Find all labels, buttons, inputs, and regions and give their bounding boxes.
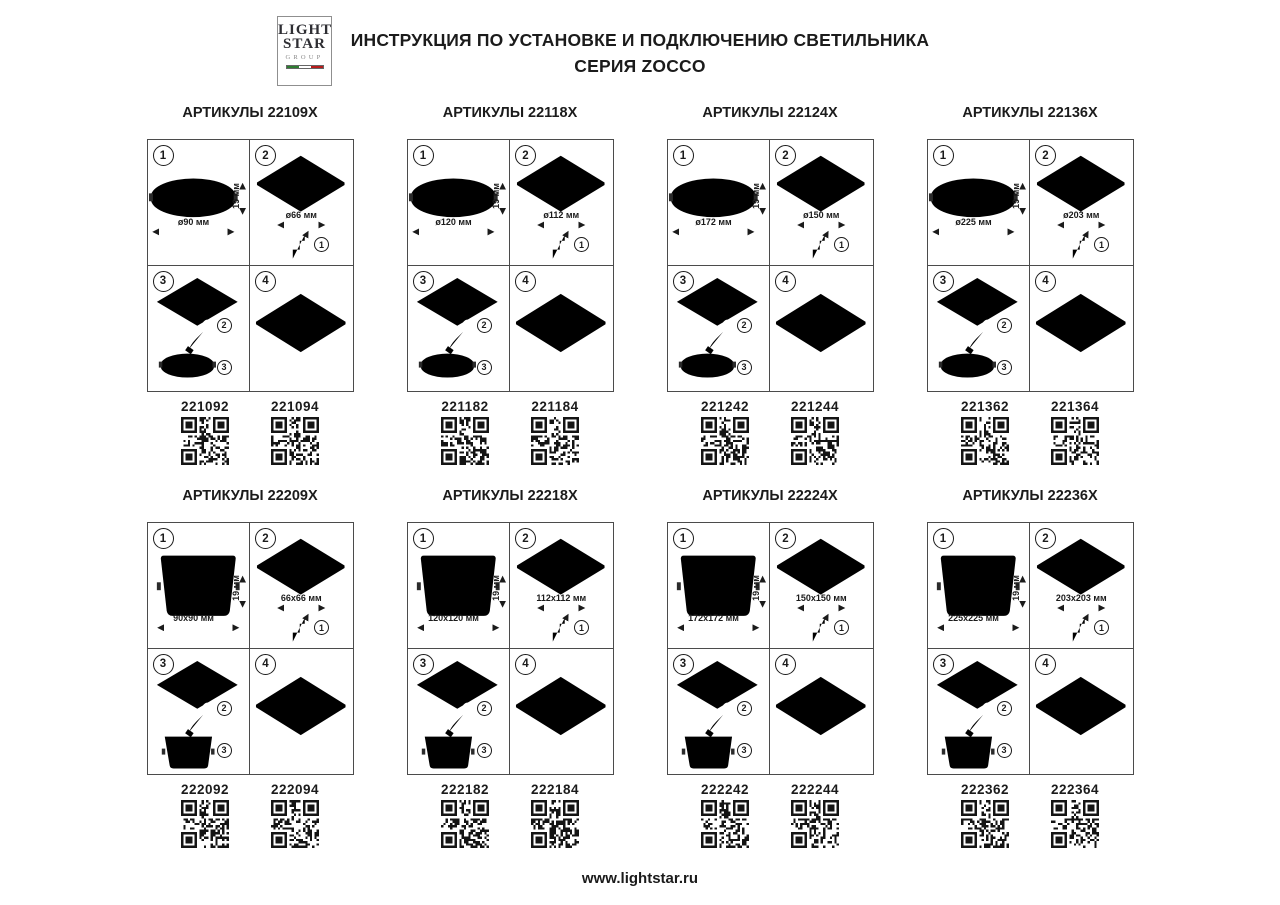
step-2-cutout-hole: [770, 140, 873, 266]
footer: [0, 870, 1280, 887]
instruction-steps-grid: [147, 139, 354, 392]
step-number-2: 2: [1035, 145, 1056, 166]
article: [1044, 399, 1106, 465]
article-list: [147, 399, 354, 465]
qr-code: [701, 417, 749, 465]
step-number-3: 3: [153, 271, 174, 292]
step-1-fixture-dimensions: [148, 523, 251, 649]
step-3-wiring-connection: [928, 266, 1031, 392]
step-2-cutout-hole: [250, 140, 353, 266]
fixture-width-label: 225x225 мм: [948, 613, 999, 623]
logo-word-group: GROUP: [285, 53, 324, 61]
fixture-width-label: 172x172 мм: [688, 613, 739, 623]
article-code: 222184: [530, 782, 580, 797]
step-3-wiring-connection: [408, 266, 511, 392]
panel-7: [667, 488, 874, 848]
article-code: 222242: [700, 782, 750, 797]
step-1-fixture-dimensions: [408, 523, 511, 649]
step-number-1: 1: [413, 528, 434, 549]
connector-ref: 2: [477, 318, 492, 333]
step-2-cutout-hole: [1030, 523, 1133, 649]
article-list: [667, 399, 874, 465]
fixture-ref: 3: [477, 360, 492, 375]
title-line-2: СЕРИЯ ZOCCO: [574, 56, 706, 76]
article: [174, 399, 236, 465]
panel-title: АРТИКУЛЫ 22236X: [962, 488, 1098, 504]
article-code: 221364: [1050, 399, 1100, 414]
article-code: 221244: [790, 399, 840, 414]
step-number-4: 4: [515, 271, 536, 292]
fixture-width-label: 90x90 мм: [173, 613, 214, 623]
instruction-steps-grid: [147, 522, 354, 775]
fixture-width-label: ø225 мм: [955, 217, 992, 227]
qr-code: [701, 800, 749, 848]
step-4-installed-view: [510, 649, 613, 775]
fixture-width-label: ø90 мм: [177, 217, 210, 227]
fixture-ref: 3: [997, 743, 1012, 758]
connector-ref: 2: [997, 701, 1012, 716]
step-number-2: 2: [515, 145, 536, 166]
panel-1: [147, 105, 354, 465]
cut-depth-ref: 1: [314, 237, 329, 252]
panel-3: [667, 105, 874, 465]
step-3-wiring-connection: [148, 266, 251, 392]
qr-code: [791, 417, 839, 465]
step-number-4: 4: [775, 271, 796, 292]
article-code: 221184: [531, 399, 579, 414]
connector-ref: 2: [737, 701, 752, 716]
article: [1044, 782, 1106, 848]
panel-title: АРТИКУЛЫ 22209X: [182, 488, 318, 504]
header: [0, 0, 1280, 100]
panel-title: АРТИКУЛЫ 22118X: [442, 105, 578, 121]
article-code: 221242: [700, 399, 750, 414]
panels-row-1: [0, 105, 1280, 465]
panel-title: АРТИКУЛЫ 22136X: [962, 105, 1098, 121]
connector-ref: 2: [217, 701, 232, 716]
step-2-cutout-hole: [1030, 140, 1133, 266]
hole-size-label: 203x203 мм: [1055, 593, 1107, 603]
hole-size-label: ø203 мм: [1063, 210, 1100, 220]
step-3-wiring-connection: [928, 649, 1031, 775]
panel-title: АРТИКУЛЫ 22218X: [442, 488, 578, 504]
fixture-ref: 3: [217, 743, 232, 758]
step-2-cutout-hole: [250, 523, 353, 649]
fixture-ref: 3: [997, 360, 1012, 375]
qr-code: [271, 417, 319, 465]
article: [784, 782, 846, 848]
step-4-installed-view: [1030, 649, 1133, 775]
step-number-1: 1: [413, 145, 434, 166]
step-3-wiring-connection: [668, 266, 771, 392]
article-code: 221092: [180, 399, 230, 414]
step-4-installed-view: [250, 649, 353, 775]
fixture-ref: 3: [737, 743, 752, 758]
article-list: [927, 399, 1134, 465]
article: [694, 782, 756, 848]
step-number-2: 2: [255, 145, 276, 166]
article-code: 221182: [441, 399, 489, 414]
step-1-fixture-dimensions: [408, 140, 511, 266]
article-code: 222094: [270, 782, 320, 797]
step-1-fixture-dimensions: [928, 523, 1031, 649]
article: [954, 782, 1016, 848]
connector-ref: 2: [217, 318, 232, 333]
cut-depth-ref: 1: [574, 620, 589, 635]
hole-size-label: 66x66 мм: [280, 593, 322, 603]
step-number-1: 1: [673, 145, 694, 166]
hole-size-label: ø112 мм: [543, 210, 580, 220]
panel-8: [927, 488, 1134, 848]
qr-code: [531, 417, 579, 465]
panel-5: [147, 488, 354, 848]
logo-word-light: LIGHT: [278, 22, 333, 38]
fixture-ref: 3: [737, 360, 752, 375]
fixture-height-label: 19 мм: [750, 575, 761, 601]
cut-depth-ref: 1: [1094, 237, 1109, 252]
step-4-installed-view: [770, 649, 873, 775]
qr-code: [181, 417, 229, 465]
panel-title: АРТИКУЛЫ 22124X: [702, 105, 838, 121]
fixture-ref: 3: [477, 743, 492, 758]
article-code: 222182: [440, 782, 490, 797]
step-number-3: 3: [413, 271, 434, 292]
step-number-2: 2: [515, 528, 536, 549]
qr-code: [441, 417, 489, 465]
website-url: www.lightstar.ru: [581, 870, 699, 887]
panel-6: [407, 488, 614, 848]
fixture-height-label: 19 мм: [750, 183, 761, 209]
instruction-steps-grid: [667, 139, 874, 392]
step-number-4: 4: [515, 654, 536, 675]
cut-depth-ref: 1: [834, 620, 849, 635]
qr-code: [441, 800, 489, 848]
fixture-height-label: 19 мм: [230, 575, 241, 601]
step-4-installed-view: [510, 266, 613, 392]
article-code: 222364: [1050, 782, 1100, 797]
fixture-height-label: 19 мм: [1010, 575, 1021, 601]
panel-title: АРТИКУЛЫ 22109X: [182, 105, 318, 121]
step-2-cutout-hole: [510, 140, 613, 266]
step-number-3: 3: [933, 654, 954, 675]
step-1-fixture-dimensions: [668, 523, 771, 649]
article-code: 222244: [790, 782, 840, 797]
step-4-installed-view: [250, 266, 353, 392]
article-list: [407, 782, 614, 848]
connector-ref: 2: [997, 318, 1012, 333]
qr-code: [961, 417, 1009, 465]
panels-row-2: [0, 488, 1280, 848]
step-number-1: 1: [153, 145, 174, 166]
qr-code: [271, 800, 319, 848]
article: [264, 399, 326, 465]
connector-ref: 2: [737, 318, 752, 333]
article: [694, 399, 756, 465]
fixture-width-label: 120x120 мм: [428, 613, 479, 623]
qr-code: [1051, 800, 1099, 848]
step-1-fixture-dimensions: [928, 140, 1031, 266]
panel-title: АРТИКУЛЫ 22224X: [702, 488, 838, 504]
article: [954, 399, 1016, 465]
cut-depth-ref: 1: [314, 620, 329, 635]
fixture-height-label: 19 мм: [490, 183, 501, 209]
article: [524, 399, 586, 465]
qr-code: [791, 800, 839, 848]
panel-2: [407, 105, 614, 465]
instruction-steps-grid: [667, 522, 874, 775]
instruction-steps-grid: [927, 139, 1134, 392]
step-3-wiring-connection: [148, 649, 251, 775]
qr-code: [1051, 417, 1099, 465]
instruction-steps-grid: [407, 522, 614, 775]
connector-ref: 2: [477, 701, 492, 716]
article: [784, 399, 846, 465]
step-3-wiring-connection: [408, 649, 511, 775]
step-number-1: 1: [673, 528, 694, 549]
step-number-2: 2: [775, 528, 796, 549]
step-number-1: 1: [153, 528, 174, 549]
article-list: [667, 782, 874, 848]
step-number-4: 4: [775, 654, 796, 675]
fixture-width-label: ø120 мм: [435, 217, 472, 227]
article-code: 222362: [960, 782, 1010, 797]
step-number-2: 2: [255, 528, 276, 549]
hole-size-label: 112x112 мм: [536, 593, 587, 603]
fixture-height-label: 19 мм: [490, 575, 501, 601]
step-number-3: 3: [673, 654, 694, 675]
logo-word-star: STAR: [283, 35, 326, 52]
cut-depth-ref: 1: [574, 237, 589, 252]
step-4-installed-view: [770, 266, 873, 392]
hole-size-label: ø150 мм: [803, 210, 840, 220]
qr-code: [961, 800, 1009, 848]
qr-code: [181, 800, 229, 848]
article-code: 222092: [180, 782, 230, 797]
article-code: 221094: [270, 399, 320, 414]
step-1-fixture-dimensions: [148, 140, 251, 266]
step-number-4: 4: [1035, 271, 1056, 292]
step-number-3: 3: [933, 271, 954, 292]
fixture-ref: 3: [217, 360, 232, 375]
step-number-4: 4: [255, 271, 276, 292]
step-number-2: 2: [775, 145, 796, 166]
step-number-3: 3: [413, 654, 434, 675]
article: [174, 782, 236, 848]
article: [524, 782, 586, 848]
step-number-3: 3: [153, 654, 174, 675]
step-2-cutout-hole: [510, 523, 613, 649]
cut-depth-ref: 1: [834, 237, 849, 252]
hole-size-label: 150x150 мм: [795, 593, 847, 603]
article-list: [927, 782, 1134, 848]
fixture-height-label: 19 мм: [230, 183, 241, 209]
step-number-4: 4: [1035, 654, 1056, 675]
title-line-1: ИНСТРУКЦИЯ ПО УСТАНОВКЕ И ПОДКЛЮЧЕНИЮ СВЕТИЛЬНИКА: [350, 30, 930, 50]
step-3-wiring-connection: [668, 649, 771, 775]
step-number-4: 4: [255, 654, 276, 675]
panel-4: [927, 105, 1134, 465]
step-4-installed-view: [1030, 266, 1133, 392]
document-title: [0, 27, 1280, 79]
step-number-1: 1: [933, 145, 954, 166]
step-number-1: 1: [933, 528, 954, 549]
step-number-3: 3: [673, 271, 694, 292]
qr-code: [531, 800, 579, 848]
step-2-cutout-hole: [770, 523, 873, 649]
step-number-2: 2: [1035, 528, 1056, 549]
instruction-steps-grid: [407, 139, 614, 392]
article-list: [147, 782, 354, 848]
article: [264, 782, 326, 848]
article: [434, 399, 496, 465]
cut-depth-ref: 1: [1094, 620, 1109, 635]
instruction-steps-grid: [927, 522, 1134, 775]
article-code: 221362: [960, 399, 1010, 414]
step-1-fixture-dimensions: [668, 140, 771, 266]
hole-size-label: ø66 мм: [285, 210, 317, 220]
fixture-height-label: 19 мм: [1010, 183, 1021, 209]
article: [434, 782, 496, 848]
fixture-width-label: ø172 мм: [695, 217, 732, 227]
article-list: [407, 399, 614, 465]
